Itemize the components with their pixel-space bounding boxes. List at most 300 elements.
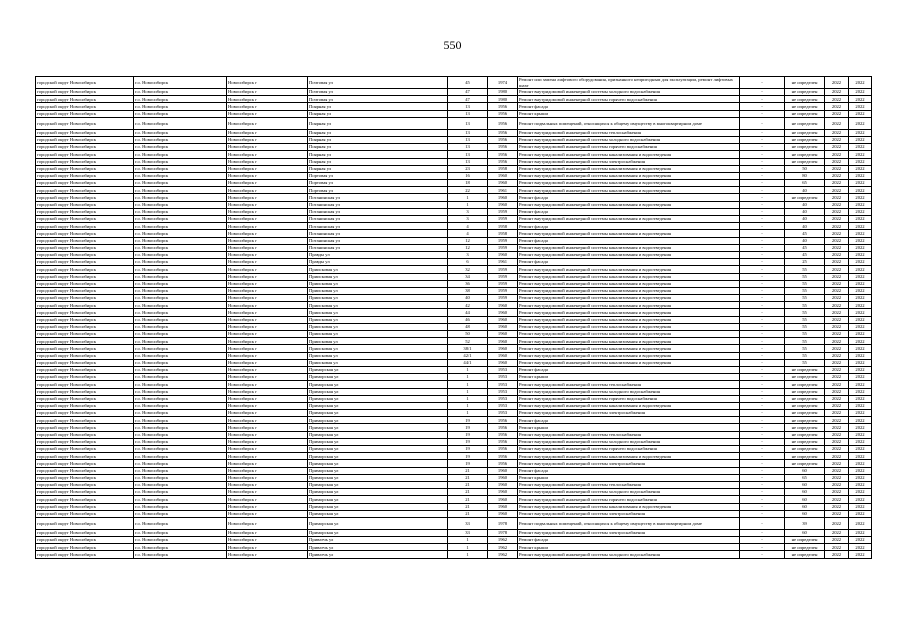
cell-street: Приморская ул [308, 503, 448, 510]
cell-cost: - [740, 110, 785, 117]
cell-cost: - [740, 208, 785, 215]
cell-house-number: 48 [448, 323, 488, 330]
cell-municipality: городской округ Новосибирск [36, 489, 134, 496]
cell-volume: 55 [785, 359, 825, 366]
cell-year-start: 2022 [825, 359, 849, 366]
cell-year-end: 2022 [849, 460, 872, 467]
cell-street: Поярная ул [308, 165, 448, 172]
cell-work-type: Ремонт фасада [518, 259, 740, 266]
cell-year-start: 2022 [825, 517, 849, 529]
cell-house-number: 13 [448, 110, 488, 117]
cell-year-start: 2022 [825, 273, 849, 280]
cell-year-end: 2022 [849, 474, 872, 481]
cell-year-end: 2022 [849, 366, 872, 373]
cell-year-start: 2022 [825, 381, 849, 388]
cell-year-built: 1958 [488, 223, 518, 230]
cell-municipality: городской округ Новосибирск [36, 316, 134, 323]
cell-street: Портовая ул [308, 180, 448, 187]
cell-year-end: 2022 [849, 374, 872, 381]
cell-year-start: 2022 [825, 424, 849, 431]
cell-cost: - [740, 144, 785, 151]
cell-year-built: 1953 [488, 402, 518, 409]
cell-work-type: Ремонт внутридомовой инженерной системы горячего водоснабжения [518, 144, 740, 151]
cell-year-built: 1962 [488, 544, 518, 551]
cell-year-end: 2022 [849, 117, 872, 129]
cell-street: Потанинская ул [308, 208, 448, 215]
cell-house-number: 1 [448, 381, 488, 388]
cell-locality: Новосибирск г [227, 251, 308, 258]
cell-year-built: 1956 [488, 144, 518, 151]
cell-street: Приморская ул [308, 467, 448, 474]
cell-volume: 25 [785, 259, 825, 266]
cell-year-start: 2022 [825, 172, 849, 179]
cell-settlement: г.о. Новосибирск [134, 331, 227, 338]
cell-cost: - [740, 503, 785, 510]
cell-year-end: 2022 [849, 417, 872, 424]
cell-year-built: 1956 [488, 110, 518, 117]
cell-year-end: 2022 [849, 89, 872, 96]
cell-year-built: 1959 [488, 287, 518, 294]
cell-street: Потанинская ул [308, 194, 448, 201]
cell-settlement: г.о. Новосибирск [134, 172, 227, 179]
cell-year-start: 2022 [825, 295, 849, 302]
cell-year-end: 2022 [849, 216, 872, 223]
cell-house-number: 47 [448, 89, 488, 96]
cell-settlement: г.о. Новосибирск [134, 474, 227, 481]
cell-street: Приисковая ул [308, 345, 448, 352]
table-row [36, 551, 872, 558]
cell-volume: не определен [785, 96, 825, 103]
cell-work-type: Ремонт внутридомовой инженерной системы горячего водоснабжения [518, 446, 740, 453]
cell-work-type: Ремонт внутридомовой инженерной системы горячего водоснабжения [518, 96, 740, 103]
cell-municipality: городской округ Новосибирск [36, 216, 134, 223]
cell-locality: Новосибирск г [227, 295, 308, 302]
cell-cost: - [740, 352, 785, 359]
cell-volume: 45 [785, 251, 825, 258]
cell-year-built: 1960 [488, 302, 518, 309]
cell-year-built: 1959 [488, 295, 518, 302]
cell-cost: - [740, 136, 785, 143]
table-row [36, 216, 872, 223]
cell-volume: не определен [785, 438, 825, 445]
cell-year-end: 2022 [849, 208, 872, 215]
cell-cost: - [740, 230, 785, 237]
cell-locality: Новосибирск г [227, 77, 308, 89]
cell-cost: - [740, 103, 785, 110]
cell-street: Приисковая ул [308, 266, 448, 273]
cell-cost: - [740, 316, 785, 323]
cell-cost: - [740, 431, 785, 438]
cell-work-type: Ремонт фасада [518, 366, 740, 373]
cell-volume: 55 [785, 287, 825, 294]
cell-year-start: 2022 [825, 395, 849, 402]
cell-year-built: 1960 [488, 352, 518, 359]
cell-year-start: 2022 [825, 489, 849, 496]
cell-locality: Новосибирск г [227, 172, 308, 179]
cell-municipality: городской округ Новосибирск [36, 89, 134, 96]
cell-cost: - [740, 417, 785, 424]
cell-volume: 55 [785, 331, 825, 338]
cell-street: Поярная ул [308, 158, 448, 165]
cell-year-built: 1958 [488, 165, 518, 172]
cell-house-number: 33 [448, 517, 488, 529]
cell-locality: Новосибирск г [227, 194, 308, 201]
cell-year-built: 1980 [488, 89, 518, 96]
cell-house-number: 1 [448, 544, 488, 551]
cell-year-start: 2022 [825, 89, 849, 96]
cell-cost: - [740, 165, 785, 172]
cell-municipality: городской округ Новосибирск [36, 395, 134, 402]
table-row [36, 431, 872, 438]
cell-year-end: 2022 [849, 345, 872, 352]
cell-year-start: 2022 [825, 266, 849, 273]
table-row [36, 273, 872, 280]
cell-street: Приисковая ул [308, 280, 448, 287]
cell-house-number: 22 [448, 187, 488, 194]
cell-street: Поярная ул [308, 151, 448, 158]
table-row [36, 323, 872, 330]
cell-year-end: 2022 [849, 323, 872, 330]
cell-year-end: 2022 [849, 280, 872, 287]
cell-year-start: 2022 [825, 338, 849, 345]
cell-house-number: 1 [448, 201, 488, 208]
cell-street: Потанинская ул [308, 223, 448, 230]
cell-settlement: г.о. Новосибирск [134, 110, 227, 117]
cell-street: Почтовая ул [308, 77, 448, 89]
cell-locality: Новосибирск г [227, 517, 308, 529]
cell-house-number: 21 [448, 467, 488, 474]
cell-volume: 60 [785, 467, 825, 474]
cell-volume: не определен [785, 89, 825, 96]
cell-house-number: 21 [448, 496, 488, 503]
cell-work-type: Ремонт подвальных помещений, относящихся к общему имуществу в многоквартирном доме [518, 517, 740, 529]
cell-volume: 40 [785, 187, 825, 194]
cell-year-built: 1956 [488, 117, 518, 129]
cell-volume: не определен [785, 402, 825, 409]
cell-locality: Новосибирск г [227, 273, 308, 280]
cell-municipality: городской округ Новосибирск [36, 410, 134, 417]
cell-cost: - [740, 402, 785, 409]
cell-year-start: 2022 [825, 316, 849, 323]
cell-work-type: Ремонт внутридомовой инженерной системы холодного водоснабжения [518, 489, 740, 496]
cell-volume: не определен [785, 381, 825, 388]
table-row [36, 529, 872, 536]
cell-volume: не определен [785, 151, 825, 158]
table-row [36, 417, 872, 424]
cell-year-start: 2022 [825, 410, 849, 417]
cell-street: Потанинская ул [308, 244, 448, 251]
cell-municipality: городской округ Новосибирск [36, 96, 134, 103]
cell-street: Поярная ул [308, 117, 448, 129]
cell-street: Потанинская ул [308, 230, 448, 237]
cell-work-type: Ремонт внутридомовой инженерной системы канализования и водоотведения [518, 273, 740, 280]
cell-house-number: 12 [448, 237, 488, 244]
cell-cost: - [740, 187, 785, 194]
cell-street: Приморская ул [308, 517, 448, 529]
cell-municipality: городской округ Новосибирск [36, 158, 134, 165]
cell-settlement: г.о. Новосибирск [134, 316, 227, 323]
cell-cost: - [740, 323, 785, 330]
cell-locality: Новосибирск г [227, 474, 308, 481]
cell-settlement: г.о. Новосибирск [134, 273, 227, 280]
cell-street: Приморская ул [308, 417, 448, 424]
table-row [36, 395, 872, 402]
cell-street: Приисковая ул [308, 338, 448, 345]
cell-locality: Новосибирск г [227, 352, 308, 359]
cell-year-built: 1960 [488, 338, 518, 345]
cell-year-end: 2022 [849, 251, 872, 258]
cell-street: Почтовая ул [308, 89, 448, 96]
cell-work-type: Ремонт фасада [518, 223, 740, 230]
cell-settlement: г.о. Новосибирск [134, 187, 227, 194]
cell-street: Приисковая ул [308, 295, 448, 302]
cell-work-type: Ремонт внутридомовой инженерной системы канализования и водоотведения [518, 244, 740, 251]
cell-year-end: 2022 [849, 244, 872, 251]
cell-house-number: 12 [448, 244, 488, 251]
cell-year-start: 2022 [825, 237, 849, 244]
cell-year-end: 2022 [849, 388, 872, 395]
cell-year-built: 1956 [488, 438, 518, 445]
cell-year-end: 2022 [849, 424, 872, 431]
cell-cost: - [740, 295, 785, 302]
cell-locality: Новосибирск г [227, 453, 308, 460]
table-row [36, 544, 872, 551]
cell-municipality: городской округ Новосибирск [36, 194, 134, 201]
table-row [36, 280, 872, 287]
cell-volume: 40 [785, 216, 825, 223]
cell-volume: 55 [785, 316, 825, 323]
cell-year-start: 2022 [825, 331, 849, 338]
table-row [36, 158, 872, 165]
cell-work-type: Ремонт подвальных помещений, относящихся к общему имуществу в многоквартирном доме [518, 117, 740, 129]
cell-cost: - [740, 381, 785, 388]
cell-work-type: Ремонт внутридомовой инженерной системы канализования и водоотведения [518, 309, 740, 316]
cell-work-type: Ремонт внутридомовой инженерной системы электроснабжения [518, 158, 740, 165]
table-row [36, 345, 872, 352]
cell-locality: Новосибирск г [227, 374, 308, 381]
cell-cost: - [740, 366, 785, 373]
cell-year-end: 2022 [849, 316, 872, 323]
cell-year-built: 1956 [488, 424, 518, 431]
cell-year-built: 1956 [488, 103, 518, 110]
cell-locality: Новосибирск г [227, 266, 308, 273]
cell-work-type: Ремонт внутридомовой инженерной системы канализования и водоотведения [518, 331, 740, 338]
cell-locality: Новосибирск г [227, 537, 308, 544]
cell-year-end: 2022 [849, 110, 872, 117]
cell-locality: Новосибирск г [227, 151, 308, 158]
cell-year-built: 1960 [488, 510, 518, 517]
cell-house-number: 4 [448, 223, 488, 230]
cell-municipality: городской округ Новосибирск [36, 180, 134, 187]
cell-volume: не определен [785, 366, 825, 373]
cell-street: Приморская ул [308, 438, 448, 445]
cell-settlement: г.о. Новосибирск [134, 194, 227, 201]
cell-locality: Новосибирск г [227, 366, 308, 373]
cell-house-number: 21 [448, 510, 488, 517]
table-row [36, 338, 872, 345]
cell-year-start: 2022 [825, 110, 849, 117]
cell-volume: 55 [785, 266, 825, 273]
cell-year-end: 2022 [849, 446, 872, 453]
cell-volume: не определен [785, 453, 825, 460]
cell-locality: Новосибирск г [227, 424, 308, 431]
cell-year-built: 1961 [488, 259, 518, 266]
cell-cost: - [740, 410, 785, 417]
cell-settlement: г.о. Новосибирск [134, 259, 227, 266]
cell-locality: Новосибирск г [227, 388, 308, 395]
cell-work-type: Ремонт внутридомовой инженерной системы теплоснабжения [518, 129, 740, 136]
cell-volume: 50 [785, 165, 825, 172]
cell-municipality: городской округ Новосибирск [36, 237, 134, 244]
cell-street: Приморская ул [308, 388, 448, 395]
cell-house-number: 38/1 [448, 345, 488, 352]
cell-year-start: 2022 [825, 446, 849, 453]
table-row [36, 259, 872, 266]
cell-year-built: 1959 [488, 216, 518, 223]
cell-volume: 60 [785, 510, 825, 517]
cell-locality: Новосибирск г [227, 201, 308, 208]
table-row [36, 201, 872, 208]
cell-work-type: Ремонт крыши [518, 110, 740, 117]
cell-street: Приморская ул [308, 374, 448, 381]
cell-municipality: городской округ Новосибирск [36, 187, 134, 194]
cell-work-type: Ремонт внутридомовой инженерной системы электроснабжения [518, 460, 740, 467]
cell-work-type: Ремонт внутридомовой инженерной системы канализования и водоотведения [518, 151, 740, 158]
cell-cost: - [740, 251, 785, 258]
cell-volume: не определен [785, 77, 825, 89]
cell-house-number: 13 [448, 151, 488, 158]
cell-volume: 55 [785, 323, 825, 330]
cell-volume: 55 [785, 295, 825, 302]
table-row [36, 331, 872, 338]
cell-cost: - [740, 309, 785, 316]
cell-year-built: 1953 [488, 381, 518, 388]
cell-settlement: г.о. Новосибирск [134, 529, 227, 536]
cell-settlement: г.о. Новосибирск [134, 165, 227, 172]
cell-house-number: 52 [448, 338, 488, 345]
cell-street: Приисковая ул [308, 323, 448, 330]
cell-year-end: 2022 [849, 230, 872, 237]
cell-locality: Новосибирск г [227, 410, 308, 417]
cell-cost: - [740, 438, 785, 445]
cell-year-end: 2022 [849, 331, 872, 338]
cell-year-start: 2022 [825, 103, 849, 110]
cell-cost: - [740, 151, 785, 158]
cell-house-number: 6 [448, 259, 488, 266]
cell-settlement: г.о. Новосибирск [134, 453, 227, 460]
cell-year-start: 2022 [825, 417, 849, 424]
cell-volume: 60 [785, 496, 825, 503]
cell-year-built: 1959 [488, 280, 518, 287]
table-row [36, 503, 872, 510]
cell-municipality: городской округ Новосибирск [36, 510, 134, 517]
cell-house-number: 42 [448, 302, 488, 309]
cell-locality: Новосибирск г [227, 237, 308, 244]
cell-settlement: г.о. Новосибирск [134, 359, 227, 366]
cell-house-number: 46 [448, 316, 488, 323]
cell-year-built: 1961 [488, 187, 518, 194]
cell-volume: не определен [785, 417, 825, 424]
cell-locality: Новосибирск г [227, 381, 308, 388]
cell-year-start: 2022 [825, 544, 849, 551]
cell-year-built: 1956 [488, 431, 518, 438]
cell-house-number: 1 [448, 537, 488, 544]
cell-volume: 80 [785, 172, 825, 179]
cell-municipality: городской округ Новосибирск [36, 280, 134, 287]
cell-year-end: 2022 [849, 273, 872, 280]
cell-year-built: 1953 [488, 374, 518, 381]
cell-settlement: г.о. Новосибирск [134, 345, 227, 352]
cell-settlement: г.о. Новосибирск [134, 481, 227, 488]
cell-year-end: 2022 [849, 395, 872, 402]
cell-house-number: 19 [448, 446, 488, 453]
table-row [36, 151, 872, 158]
cell-volume: не определен [785, 551, 825, 558]
cell-cost: - [740, 537, 785, 544]
cell-work-type: Ремонт внутридомовой инженерной системы канализования и водоотведения [518, 172, 740, 179]
cell-locality: Новосибирск г [227, 96, 308, 103]
cell-work-type: Ремонт внутридомовой инженерной системы теплоснабжения [518, 481, 740, 488]
cell-municipality: городской округ Новосибирск [36, 309, 134, 316]
cell-year-end: 2022 [849, 266, 872, 273]
cell-year-start: 2022 [825, 481, 849, 488]
cell-work-type: Ремонт крыши [518, 374, 740, 381]
cell-house-number: 1 [448, 388, 488, 395]
cell-volume: не определен [785, 136, 825, 143]
cell-municipality: городской округ Новосибирск [36, 537, 134, 544]
cell-year-start: 2022 [825, 402, 849, 409]
cell-municipality: городской округ Новосибирск [36, 517, 134, 529]
cell-settlement: г.о. Новосибирск [134, 537, 227, 544]
cell-municipality: городской округ Новосибирск [36, 424, 134, 431]
cell-year-built: 1960 [488, 316, 518, 323]
cell-municipality: городской округ Новосибирск [36, 77, 134, 89]
cell-settlement: г.о. Новосибирск [134, 431, 227, 438]
cell-municipality: городской округ Новосибирск [36, 144, 134, 151]
cell-year-start: 2022 [825, 180, 849, 187]
cell-municipality: городской округ Новосибирск [36, 359, 134, 366]
table-row [36, 194, 872, 201]
cell-cost: - [740, 481, 785, 488]
table-row [36, 352, 872, 359]
cell-settlement: г.о. Новосибирск [134, 551, 227, 558]
cell-year-start: 2022 [825, 551, 849, 558]
table-row [36, 110, 872, 117]
cell-year-built: 1960 [488, 309, 518, 316]
cell-work-type: Ремонт внутридомовой инженерной системы канализования и водоотведения [518, 230, 740, 237]
cell-municipality: городской округ Новосибирск [36, 388, 134, 395]
cell-work-type: Ремонт внутридомовой инженерной системы холодного водоснабжения [518, 551, 740, 558]
cell-year-end: 2022 [849, 309, 872, 316]
cell-volume: не определен [785, 460, 825, 467]
cell-locality: Новосибирск г [227, 331, 308, 338]
cell-year-built: 1960 [488, 251, 518, 258]
cell-settlement: г.о. Новосибирск [134, 96, 227, 103]
cell-work-type: Ремонт внутридомовой инженерной системы канализования и водоотведения [518, 453, 740, 460]
cell-locality: Новосибирск г [227, 287, 308, 294]
cell-cost: - [740, 96, 785, 103]
cell-year-built: 1956 [488, 417, 518, 424]
cell-municipality: городской округ Новосибирск [36, 230, 134, 237]
cell-cost: - [740, 266, 785, 273]
cell-settlement: г.о. Новосибирск [134, 251, 227, 258]
cell-year-start: 2022 [825, 467, 849, 474]
cell-locality: Новосибирск г [227, 460, 308, 467]
cell-locality: Новосибирск г [227, 323, 308, 330]
cell-municipality: городской округ Новосибирск [36, 151, 134, 158]
table-row [36, 287, 872, 294]
cell-locality: Новосибирск г [227, 89, 308, 96]
